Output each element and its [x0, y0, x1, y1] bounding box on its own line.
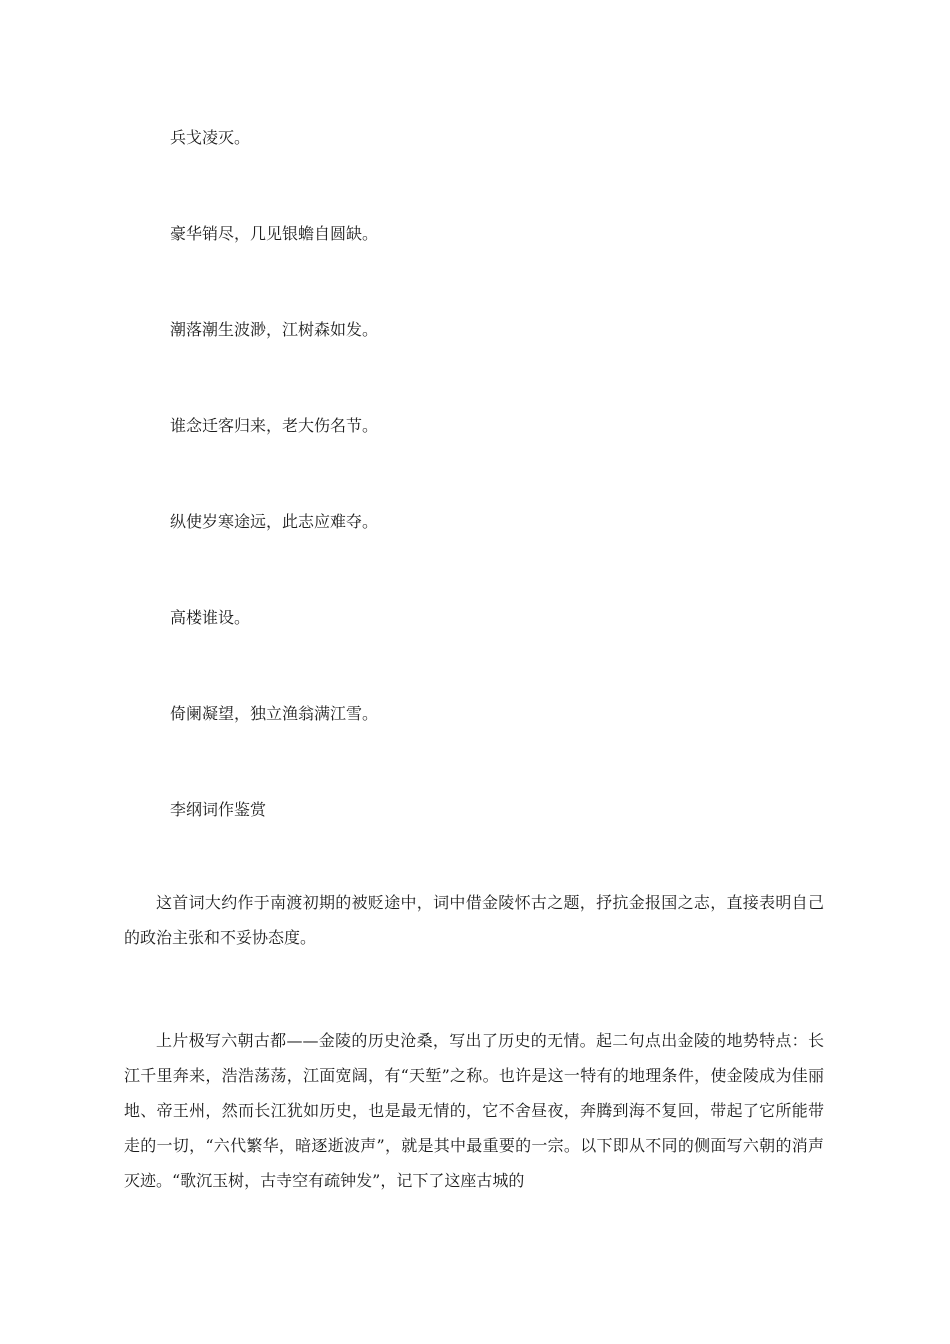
paragraph: 上片极写六朝古都——金陵的历史沧桑，写出了历史的无情。起二句点出金陵的地势特点：长江千里奔来，浩浩荡荡，江面宽阔，有“天堑”之称。也许是这一特有的地理条件，使金陵成为佳丽地、帝王州，然而长江犹如历史，也是最无情的，它不舍昼夜，奔腾到海不复回，带起了它所能带走的一切，“六代繁华，暗逐逝波声”，就是其中最重要的一宗。以下即从不同的侧面写六朝的消声灭迹。“歌沉玉树，古寺空有疏钟发”，记下了这座古城的	[124, 1031, 824, 1190]
poem-line: 兵戈凌灭。	[170, 128, 251, 147]
poem-line: 潮落潮生波渺，江树森如发。	[170, 320, 379, 339]
paragraph: 这首词大约作于南渡初期的被贬途中，词中借金陵怀古之题，抒抗金报国之志，直接表明自己的政治主张和不妥协态度。	[124, 893, 824, 947]
poem-line: 高楼谁设。	[170, 608, 251, 627]
poem-line: 纵使岁寒途远，此志应难夺。	[170, 512, 379, 531]
poem-line: 豪华销尽，几见银蟾自圆缺。	[170, 224, 379, 243]
poem-line: 倚阑凝望，独立渔翁满江雪。	[170, 704, 379, 723]
poem-line: 谁念迁客归来，老大伤名节。	[170, 416, 379, 435]
section-heading: 李纲词作鉴赏	[170, 800, 267, 819]
